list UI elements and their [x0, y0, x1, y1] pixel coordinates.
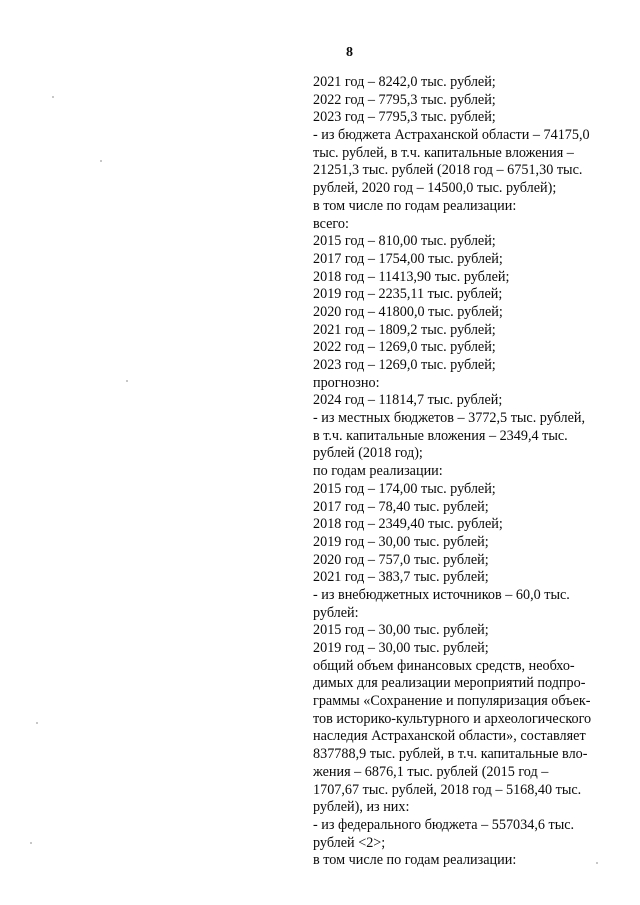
text-line: наследия Астраханской области», составляет [313, 728, 586, 745]
text-line: - из бюджета Астраханской области – 74175,0 [313, 127, 590, 144]
text-line: 2023 год – 1269,0 тыс. рублей; [313, 357, 496, 373]
text-line: 2015 год – 810,00 тыс. рублей; [313, 233, 496, 250]
text-line: по годам реализации: [313, 463, 443, 480]
scan-speck [52, 96, 54, 98]
text-line: тыс. рублей, в т.ч. капитальные вложения – [313, 144, 574, 161]
text-line: - из федерального бюджета – 557034,6 тыс. [313, 816, 575, 833]
text-line: - из внебюджетных источников – 60,0 тыс. [313, 586, 570, 603]
scan-speck [596, 862, 598, 864]
text-line: прогнозно: [313, 374, 380, 391]
text-line: рублей, 2020 год – 14500,0 тыс. рублей); [313, 180, 557, 197]
scan-speck [100, 160, 102, 162]
page-number: 8 [346, 45, 353, 60]
text-line: жения – 6876,1 тыс. рублей (2015 год – [313, 763, 549, 780]
text-line: 2018 год – 11413,90 тыс. рублей; [313, 268, 510, 285]
text-line: всего: [313, 215, 349, 232]
text-line: 2021 год – 383,7 тыс. рублей; [313, 569, 489, 586]
text-line: рублей <2>; [313, 834, 386, 851]
text-line: 2017 год – 78,40 тыс. рублей; [313, 498, 489, 515]
text-line: в том числе по годам реализации: [313, 852, 517, 869]
text-line: общий объем финансовых средств, необхо- [313, 657, 575, 674]
text-line: 2021 год – 8242,0 тыс. рублей; [313, 74, 496, 90]
text-line: 2021 год – 1809,2 тыс. рублей; [313, 321, 496, 338]
text-line: 2019 год – 2235,11 тыс. рублей; [313, 286, 503, 303]
text-line: 2019 год – 30,00 тыс. рублей; [313, 640, 489, 656]
text-line: в т.ч. капитальные вложения – 2349,4 тыс. [313, 427, 568, 444]
text-line: граммы «Сохранение и популяризация объек- [313, 693, 591, 710]
scan-speck [36, 722, 38, 724]
text-line: 2020 год – 41800,0 тыс. рублей; [313, 303, 503, 320]
text-line: 2019 год – 30,00 тыс. рублей; [313, 533, 489, 550]
text-line: 1707,67 тыс. рублей, 2018 год – 5168,40 тыс. [313, 781, 582, 798]
text-line: димых для реализации мероприятий подпро- [313, 675, 586, 692]
text-line: тов историко-культурного и археологического [313, 710, 592, 727]
text-line: 2018 год – 2349,40 тыс. рублей; [313, 516, 503, 533]
text-line: 2022 год – 7795,3 тыс. рублей; [313, 91, 496, 108]
document-text-block [313, 74, 592, 870]
text-line: 2020 год – 757,0 тыс. рублей; [313, 551, 489, 568]
text-line: рублей: [313, 604, 359, 621]
text-line: рублей (2018 год); [313, 445, 423, 462]
text-line: рублей), из них: [313, 799, 410, 816]
text-line: 837788,9 тыс. рублей, в т.ч. капитальные вло- [313, 746, 588, 763]
text-line: 21251,3 тыс. рублей (2018 год – 6751,30 тыс. [313, 162, 583, 179]
text-line: 2022 год – 1269,0 тыс. рублей; [313, 339, 496, 356]
text-line: 2017 год – 1754,00 тыс. рублей; [313, 250, 503, 267]
text-line: - из местных бюджетов – 3772,5 тыс. рублей, [313, 410, 586, 427]
text-line: 2023 год – 7795,3 тыс. рублей; [313, 109, 496, 126]
text-line: 2024 год – 11814,7 тыс. рублей; [313, 392, 503, 409]
text-line: в том числе по годам реализации: [313, 197, 517, 214]
scan-speck [126, 380, 128, 382]
scan-speck [30, 842, 32, 844]
text-line: 2015 год – 174,00 тыс. рублей; [313, 480, 496, 497]
text-line: 2015 год – 30,00 тыс. рублей; [313, 622, 489, 639]
